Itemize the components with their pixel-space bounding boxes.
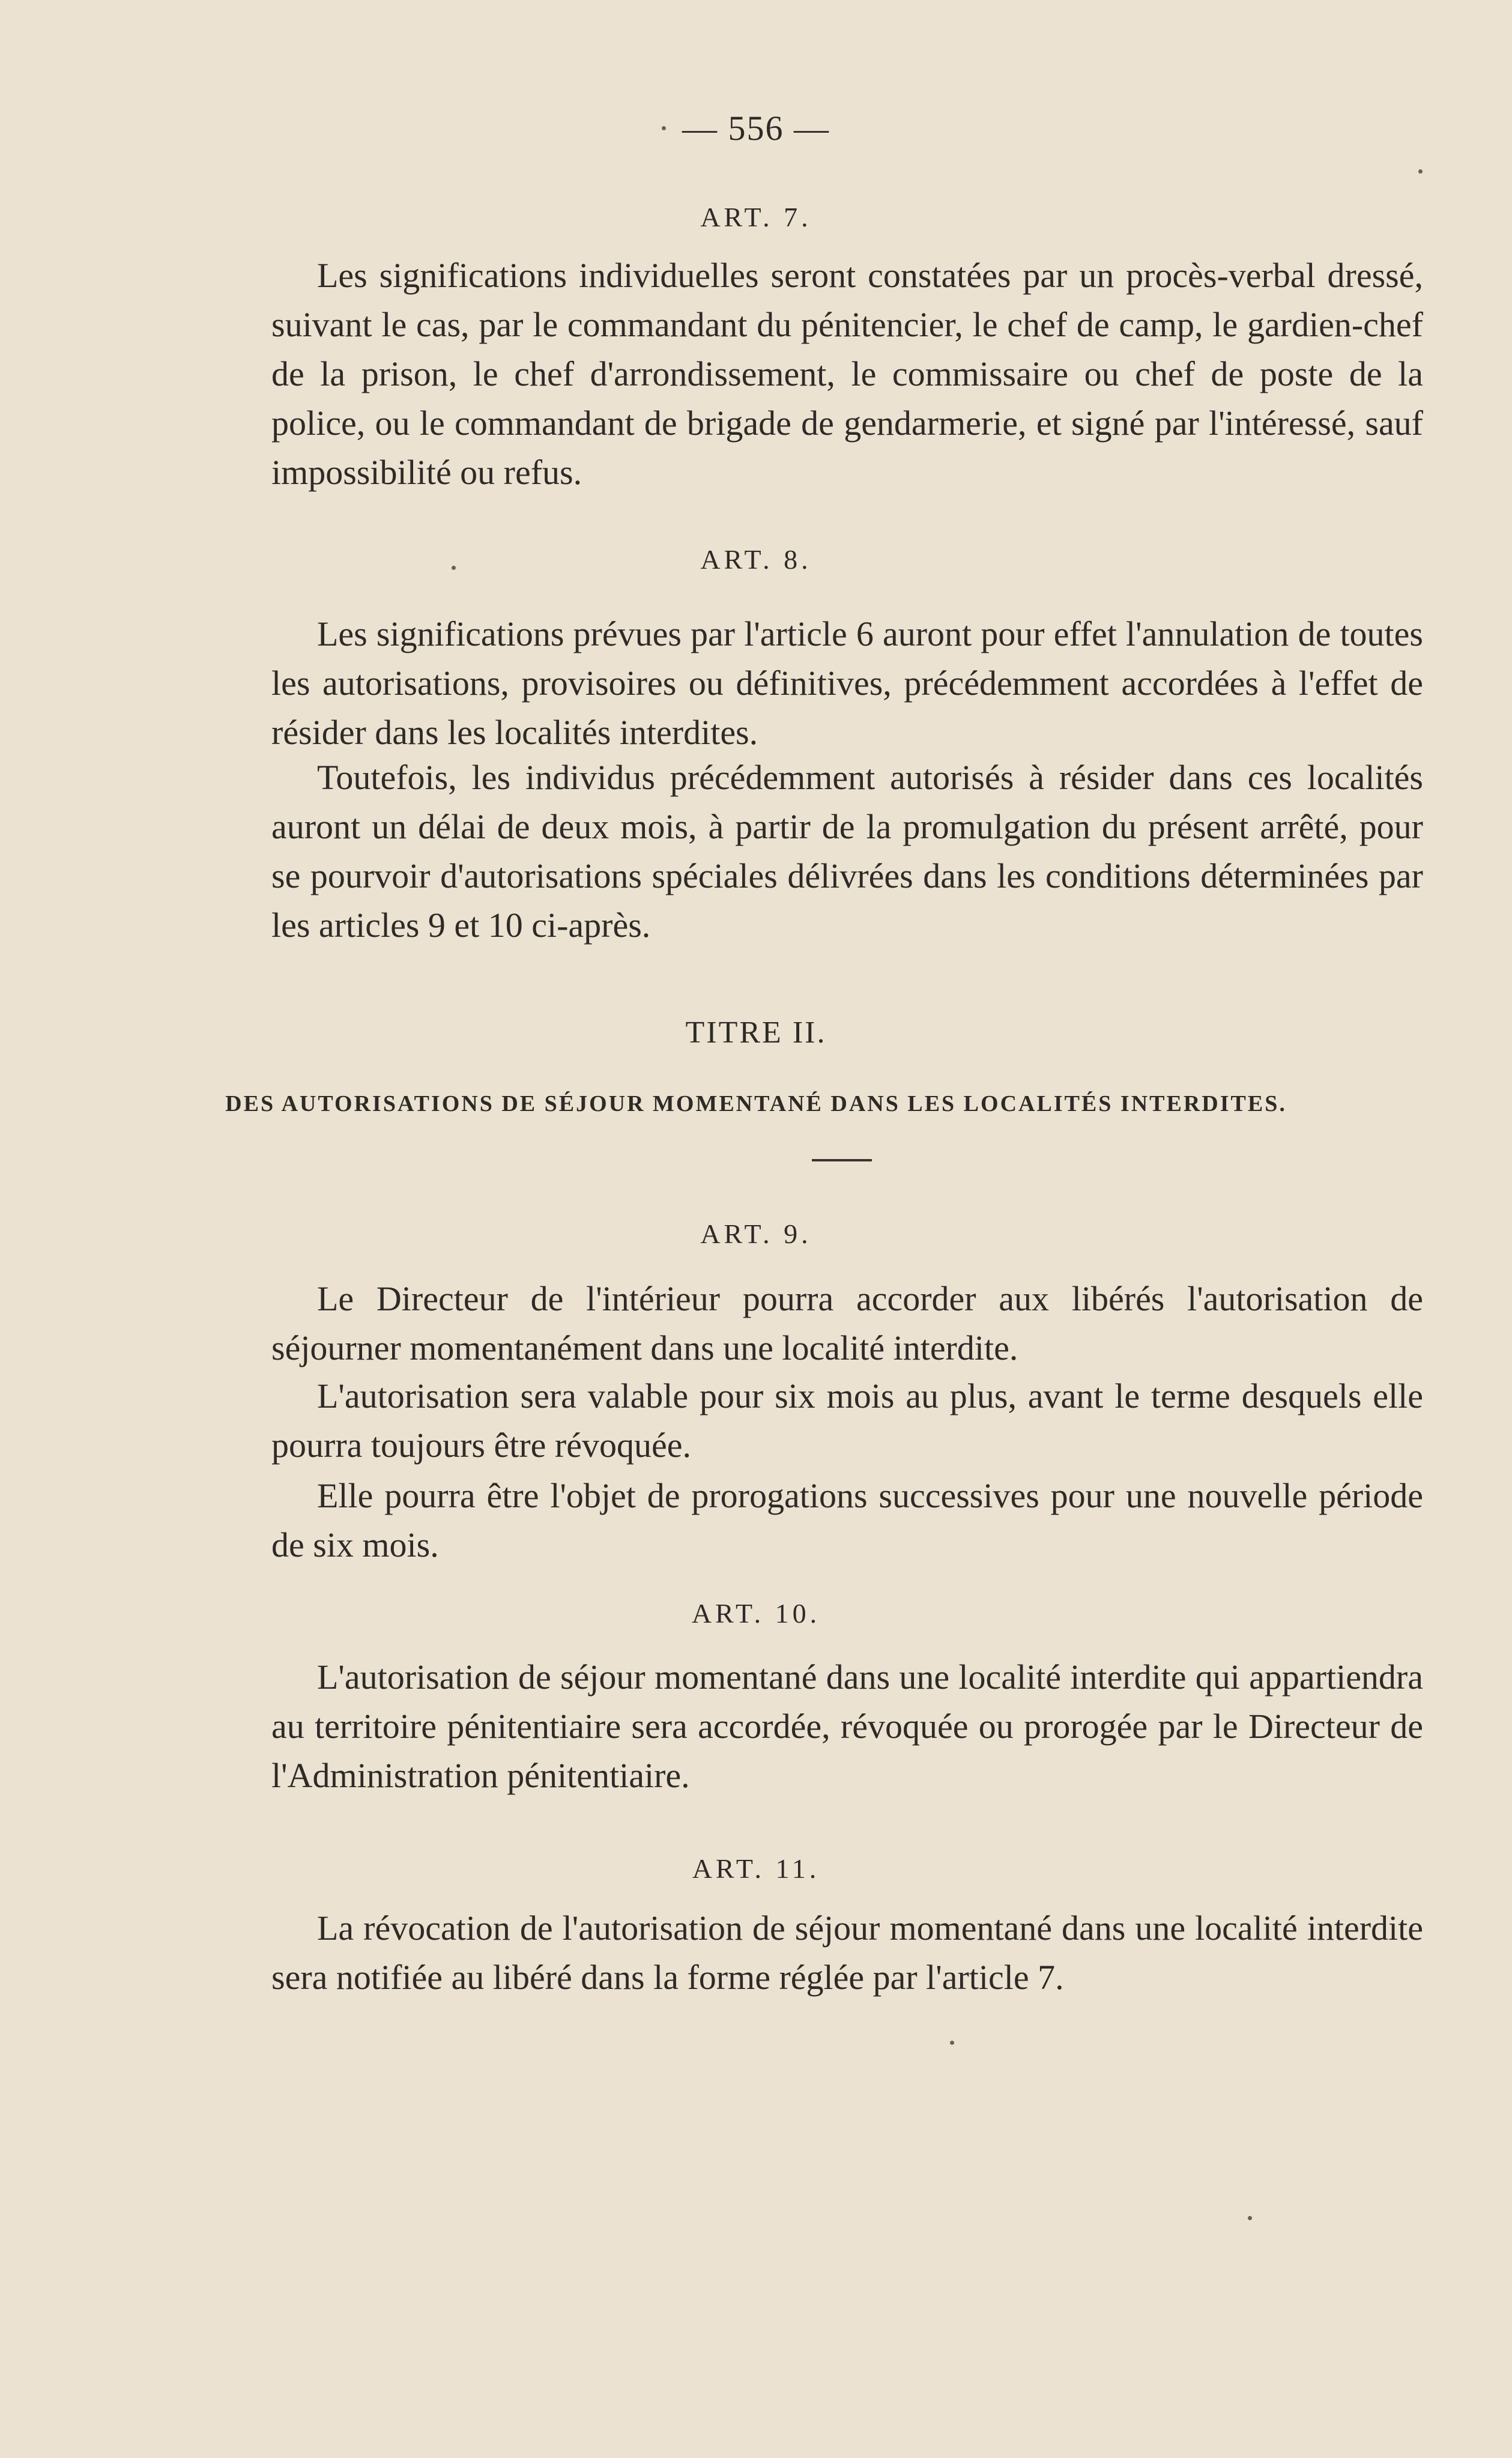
paper-speck [662, 126, 666, 130]
article-8-heading: ART. 8. [700, 544, 812, 575]
article-9-paragraph-2: L'autorisation sera valable pour six mois au plus, avant le terme desquels elle pourra toujours être révoquée. [271, 1376, 1423, 1465]
section-title: TITRE II. [685, 1016, 827, 1050]
section-divider-rule [812, 1159, 872, 1161]
article-10-paragraph-1: L'autorisation de séjour momentané dans une localité interdite qui appartiendra au territoire pénitentiaire sera accordée, révoquée ou prorogée par le Directeur de l'Administration pénitentiaire. [271, 1657, 1423, 1795]
paper-speck [452, 566, 456, 570]
article-9-heading: ART. 9. [700, 1218, 812, 1249]
page-number: — 556 — [682, 109, 830, 148]
article-7-paragraph-1: Les significations individuelles seront constatées par un procès-verbal dressé, suivant le cas, par le commandant du pénitencier, le chef de camp, le gardien-chef de la prison, le chef d'arrondissement, le commissaire ou chef de poste de la police, ou le commandant de brigade de gendarmerie, et signé par l'intéressé, sauf impossibilité ou refus. [271, 256, 1423, 492]
paper-speck [1418, 169, 1423, 174]
article-8-paragraph-1: Les significations prévues par l'article 6 auront pour effet l'annulation de toutes les autorisations, provisoires ou définitives, précédemment accordées à l'effet de résider dans les localités interdites. [271, 614, 1423, 752]
paper-speck [1248, 2216, 1252, 2220]
article-9-paragraph-1: Le Directeur de l'intérieur pourra accorder aux libérés l'autorisation de séjourner momentanément dans une localité interdite. [271, 1279, 1423, 1367]
article-11-heading: ART. 11. [692, 1853, 820, 1884]
article-9-paragraph-3: Elle pourra être l'objet de prorogations successives pour une nouvelle période de six mois. [271, 1476, 1423, 1564]
article-8-paragraph-2: Toutefois, les individus précédemment autorisés à résider dans ces localités auront un délai de deux mois, à partir de la promulgation du présent arrêté, pour se pourvoir d'autorisations spéciales délivrées dans les conditions déterminées par les articles 9 et 10 ci-après. [271, 758, 1423, 945]
section-subtitle: DES AUTORISATIONS DE SÉJOUR MOMENTANÉ DANS LES LOCALITÉS INTERDITES. [225, 1091, 1287, 1116]
article-7-heading: ART. 7. [700, 202, 812, 232]
paper-speck [950, 2041, 954, 2045]
article-10-heading: ART. 10. [691, 1598, 821, 1629]
article-11-paragraph-1: La révocation de l'autorisation de séjour momentané dans une localité interdite sera notifiée au libéré dans la forme réglée par l'article 7. [271, 1909, 1423, 1997]
